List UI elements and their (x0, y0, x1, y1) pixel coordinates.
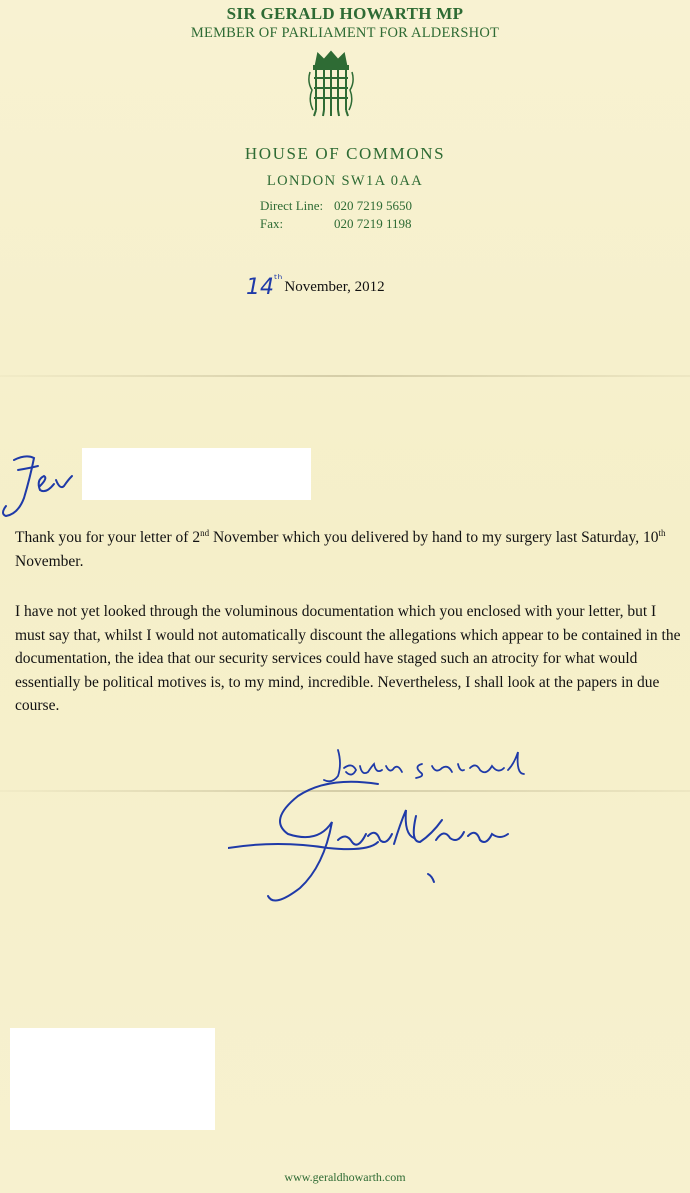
date-month-year: November, 2012 (284, 279, 385, 295)
fax-label: Fax: (260, 216, 284, 231)
website-url: www.geraldhowarth.com (284, 1170, 406, 1184)
paper-fold-line (0, 375, 690, 377)
handwritten-signature (228, 770, 518, 910)
redacted-recipient-address (10, 1028, 215, 1130)
letter-date (246, 272, 385, 300)
portcullis-icon (308, 50, 354, 118)
body-paragraph-2: I have not yet looked through the voluminous documentation which you enclosed with your letter, but I must say that, whilst I would not automatically discount the allegations which appear to be contained in the documentation, the idea that our security services could have staged such an atrocity for what would essentially be political motives is, to my mind, incredible. Nevertheless, I shall look at the papers in due course. (15, 603, 681, 714)
direct-line-label: Direct Line: (260, 198, 324, 213)
direct-line-number: 020 7219 5650 (334, 198, 412, 213)
mp-role: MEMBER OF PARLIAMENT FOR ALDERSHOT (190, 25, 500, 41)
handwritten-salutation (0, 448, 82, 528)
redacted-recipient-name (82, 448, 311, 500)
postal-address: LONDON SW1A 0AA (266, 173, 424, 189)
body-paragraph-1: Thank you for your letter of 2nd November which you delivered by hand to my surgery last Saturday, 10th November. (15, 527, 666, 570)
house-of-commons: HOUSE OF COMMONS (244, 144, 446, 163)
fax-number: 020 7219 1198 (334, 216, 412, 231)
date-day-handwritten: 14 (246, 275, 274, 300)
mp-name: SIR GERALD HOWARTH MP (226, 4, 464, 23)
date-day-suffix: ᵗʰ (274, 272, 283, 286)
